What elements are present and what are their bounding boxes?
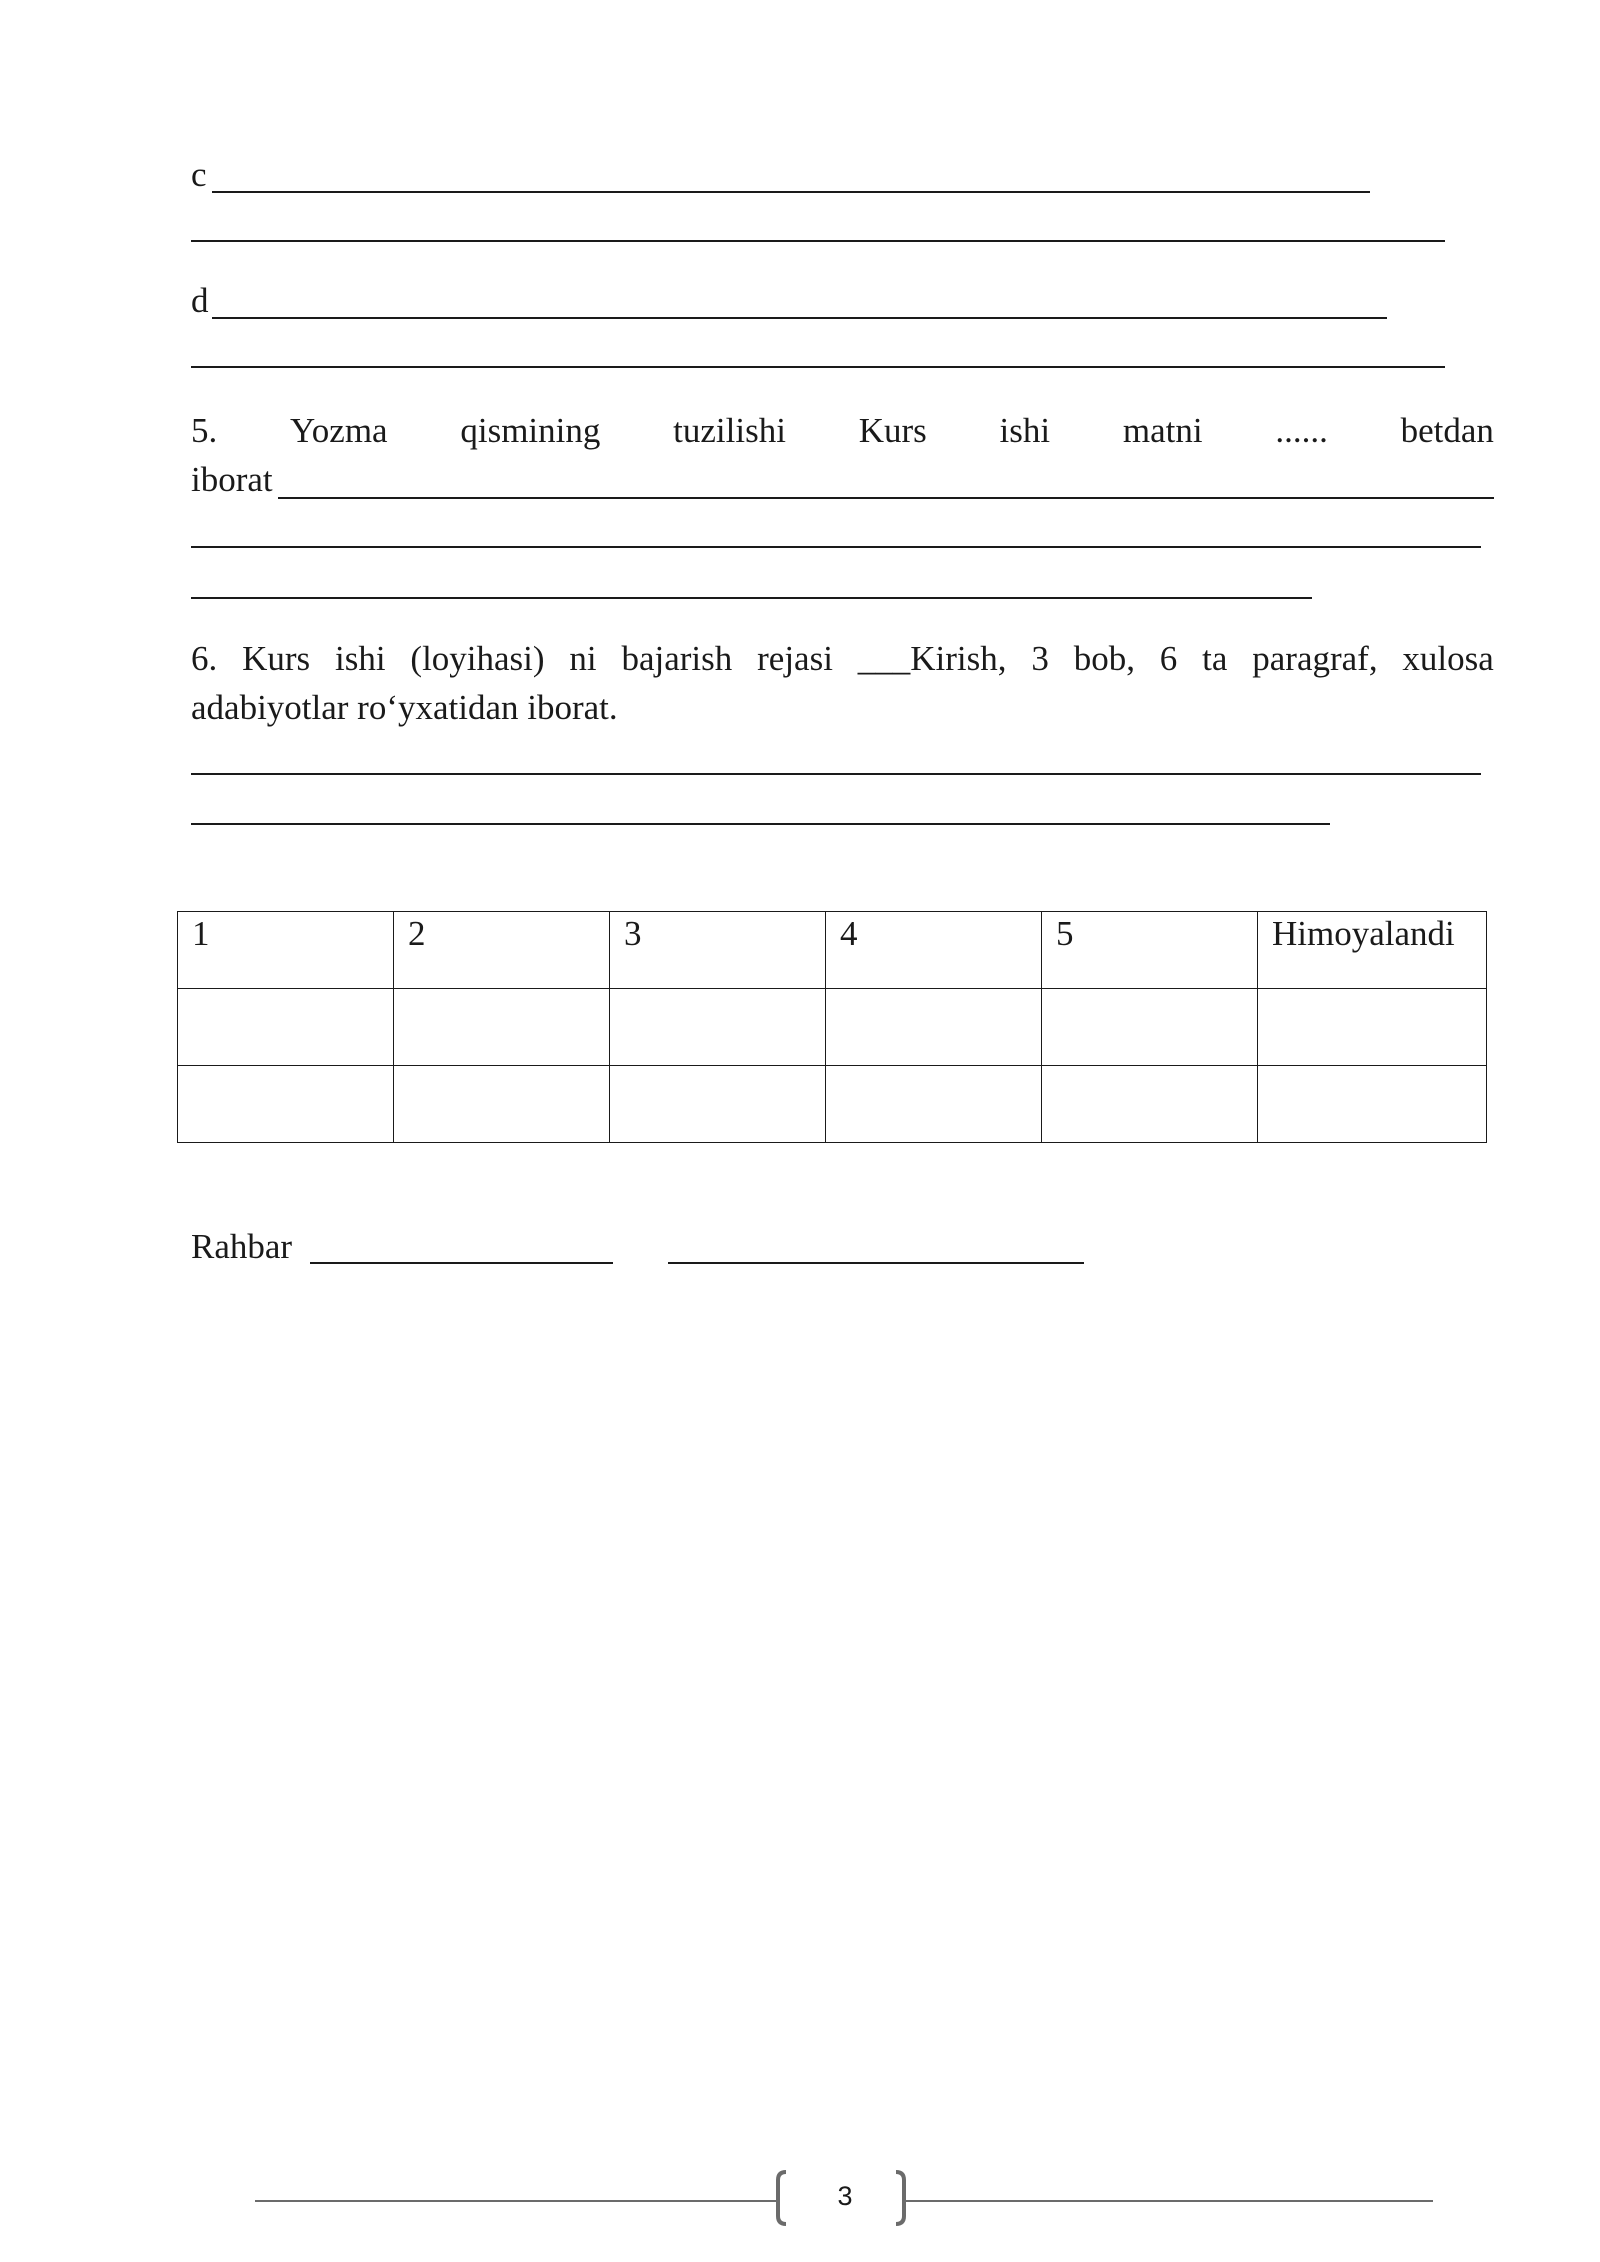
- footer-left-bracket-icon: [775, 2170, 787, 2226]
- section6-word: bob,: [1073, 639, 1135, 678]
- section5-heading-line: [191, 411, 1494, 451]
- table-header-cell-himoyalandi: Himoyalandi: [1258, 912, 1487, 989]
- section5-word: 5.: [191, 411, 218, 450]
- section6-word: ishi: [335, 639, 386, 678]
- section5-word: ......: [1275, 411, 1328, 450]
- signature-line-1[interactable]: [310, 1262, 613, 1264]
- table-cell[interactable]: [394, 989, 610, 1066]
- footer-rule-left: [255, 2200, 777, 2202]
- section6-word: bajarish: [621, 639, 733, 678]
- section5-word: Kurs: [858, 411, 927, 450]
- table-header-cell: 1: [178, 912, 394, 989]
- section5-answer-line-3[interactable]: [191, 597, 1312, 599]
- section5-word: Yozma: [290, 411, 388, 450]
- signature-line-2[interactable]: [668, 1262, 1084, 1264]
- section6-answer-line-2[interactable]: [191, 823, 1330, 825]
- table-header-cell: 4: [826, 912, 1042, 989]
- table-header-cell: 2: [394, 912, 610, 989]
- table-row: [178, 1066, 1487, 1143]
- section6-word: Kurs: [242, 639, 311, 678]
- section5-second-line-text: iborat: [191, 460, 273, 499]
- section6-word: ___Kirish,: [857, 639, 1007, 678]
- item-c-continuation-line[interactable]: [191, 240, 1445, 242]
- item-d-continuation-line[interactable]: [191, 366, 1445, 368]
- page-number: 3: [837, 2181, 853, 2211]
- section6-second-line-text: adabiyotlar ro‘yxatidan iborat.: [191, 688, 618, 727]
- table-cell[interactable]: [610, 1066, 826, 1143]
- item-d-blank-line[interactable]: [212, 317, 1387, 319]
- grading-table: [177, 911, 1487, 1143]
- table-cell[interactable]: [1042, 989, 1258, 1066]
- section6-word: ni: [569, 639, 597, 678]
- table-cell[interactable]: [394, 1066, 610, 1143]
- section6-word: (loyihasi): [410, 639, 545, 678]
- footer-rule-right: [905, 2200, 1433, 2202]
- section6-answer-line-1[interactable]: [191, 773, 1481, 775]
- signature-label: Rahbar: [191, 1227, 293, 1266]
- section5-word: tuzilishi: [673, 411, 786, 450]
- section5-answer-line-1[interactable]: [278, 497, 1494, 499]
- table-cell[interactable]: [1258, 1066, 1487, 1143]
- table-cell[interactable]: [178, 989, 394, 1066]
- table-header-cell: 3: [610, 912, 826, 989]
- table-cell[interactable]: [178, 1066, 394, 1143]
- item-c-label: c: [191, 155, 207, 194]
- section6-word: 3: [1031, 639, 1049, 678]
- table-cell[interactable]: [1258, 989, 1487, 1066]
- item-c-blank-line[interactable]: [212, 191, 1370, 193]
- section6-word: 6: [1159, 639, 1178, 678]
- table-cell[interactable]: [826, 1066, 1042, 1143]
- table-cell[interactable]: [610, 989, 826, 1066]
- table-header-row: [178, 912, 1487, 989]
- section6-word: paragraf,: [1252, 639, 1378, 678]
- section5-word: matni: [1122, 411, 1203, 450]
- section6-word: xulosa: [1402, 639, 1494, 678]
- section5-word: qismining: [460, 411, 601, 450]
- table-header-cell: 5: [1042, 912, 1258, 989]
- table-cell[interactable]: [1042, 1066, 1258, 1143]
- table-row: [178, 989, 1487, 1066]
- section5-word: betdan: [1400, 411, 1494, 450]
- section6-heading-line: [191, 639, 1494, 679]
- item-d-label: d: [191, 281, 209, 320]
- section5-answer-line-2[interactable]: [191, 546, 1481, 548]
- section6-word: rejasi: [757, 639, 833, 678]
- section5-word: ishi: [999, 411, 1051, 450]
- section6-word: ta: [1202, 639, 1228, 678]
- table-cell[interactable]: [826, 989, 1042, 1066]
- footer-right-bracket-icon: [895, 2170, 907, 2226]
- section6-word: 6.: [191, 639, 218, 678]
